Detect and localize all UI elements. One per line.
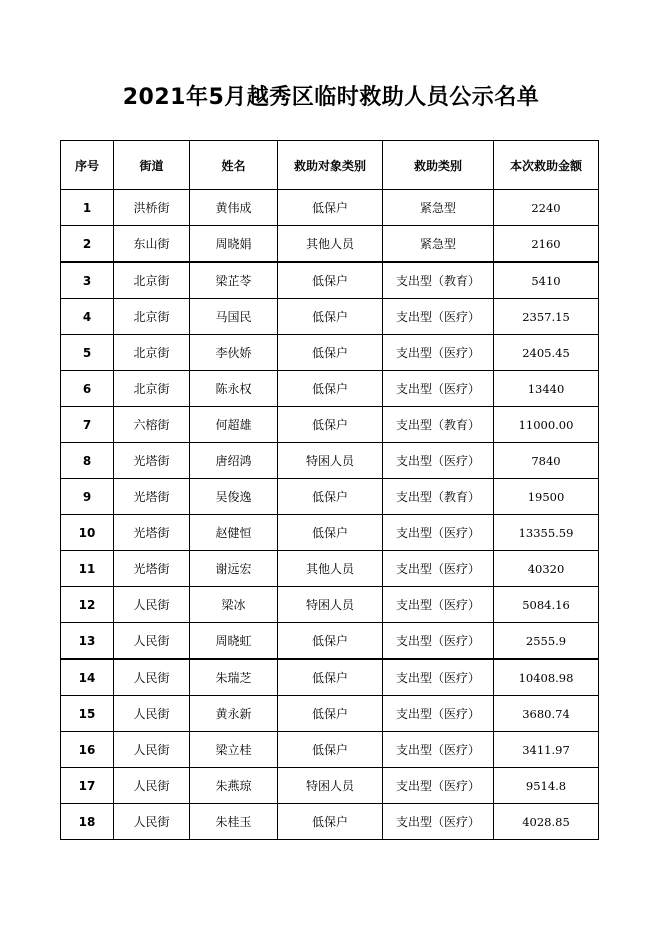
cell-amount: 2357.15	[494, 299, 599, 335]
table-row	[61, 659, 599, 696]
cell-relief-type: 支出型（教育）	[383, 479, 494, 515]
cell-street: 人民街	[114, 696, 190, 732]
cell-street: 东山街	[114, 226, 190, 263]
cell-street: 北京街	[114, 335, 190, 371]
cell-amount: 2555.9	[494, 623, 599, 660]
cell-amount: 11000.00	[494, 407, 599, 443]
cell-name: 黄永新	[190, 696, 278, 732]
cell-recipient-category: 低保户	[278, 407, 383, 443]
cell-amount: 13355.59	[494, 515, 599, 551]
cell-street: 人民街	[114, 659, 190, 696]
cell-recipient-category: 特困人员	[278, 768, 383, 804]
cell-recipient-category: 低保户	[278, 732, 383, 768]
cell-relief-type: 支出型（医疗）	[383, 515, 494, 551]
header-name: 姓名	[190, 141, 278, 190]
cell-recipient-category: 低保户	[278, 515, 383, 551]
cell-recipient-category: 低保户	[278, 623, 383, 660]
cell-name: 周晓虹	[190, 623, 278, 660]
cell-seq: 5	[61, 335, 114, 371]
cell-relief-type: 支出型（教育）	[383, 262, 494, 299]
cell-recipient-category: 低保户	[278, 335, 383, 371]
cell-seq: 12	[61, 587, 114, 623]
table-row	[61, 732, 599, 768]
cell-recipient-category: 低保户	[278, 659, 383, 696]
cell-name: 朱桂玉	[190, 804, 278, 840]
cell-seq: 2	[61, 226, 114, 263]
cell-name: 朱瑞芝	[190, 659, 278, 696]
header-amount: 本次救助金额	[494, 141, 599, 190]
cell-seq: 6	[61, 371, 114, 407]
cell-recipient-category: 低保户	[278, 190, 383, 226]
cell-amount: 40320	[494, 551, 599, 587]
header-recipient-category: 救助对象类别	[278, 141, 383, 190]
cell-recipient-category: 特困人员	[278, 443, 383, 479]
table-row	[61, 190, 599, 226]
cell-name: 陈永权	[190, 371, 278, 407]
cell-recipient-category: 其他人员	[278, 551, 383, 587]
cell-seq: 4	[61, 299, 114, 335]
cell-name: 梁立桂	[190, 732, 278, 768]
cell-seq: 1	[61, 190, 114, 226]
table-row	[61, 551, 599, 587]
cell-name: 周晓娟	[190, 226, 278, 263]
cell-relief-type: 支出型（医疗）	[383, 732, 494, 768]
cell-name: 朱燕琼	[190, 768, 278, 804]
cell-relief-type: 支出型（医疗）	[383, 299, 494, 335]
cell-seq: 16	[61, 732, 114, 768]
cell-amount: 5084.16	[494, 587, 599, 623]
table-row	[61, 804, 599, 840]
cell-relief-type: 支出型（医疗）	[383, 696, 494, 732]
header-seq: 序号	[61, 141, 114, 190]
cell-recipient-category: 低保户	[278, 371, 383, 407]
cell-amount: 2160	[494, 226, 599, 263]
cell-amount: 4028.85	[494, 804, 599, 840]
cell-recipient-category: 特困人员	[278, 587, 383, 623]
cell-relief-type: 紧急型	[383, 190, 494, 226]
cell-seq: 11	[61, 551, 114, 587]
cell-recipient-category: 其他人员	[278, 226, 383, 263]
cell-name: 马国民	[190, 299, 278, 335]
cell-street: 人民街	[114, 768, 190, 804]
cell-seq: 14	[61, 659, 114, 696]
table-row	[61, 587, 599, 623]
cell-recipient-category: 低保户	[278, 299, 383, 335]
cell-relief-type: 支出型（医疗）	[383, 335, 494, 371]
cell-name: 吴俊逸	[190, 479, 278, 515]
cell-amount: 10408.98	[494, 659, 599, 696]
table-row	[61, 335, 599, 371]
cell-amount: 2240	[494, 190, 599, 226]
cell-amount: 9514.8	[494, 768, 599, 804]
cell-relief-type: 支出型（医疗）	[383, 659, 494, 696]
cell-name: 梁冰	[190, 587, 278, 623]
cell-seq: 3	[61, 262, 114, 299]
cell-street: 北京街	[114, 262, 190, 299]
cell-street: 洪桥街	[114, 190, 190, 226]
cell-name: 何超雄	[190, 407, 278, 443]
cell-name: 梁芷苓	[190, 262, 278, 299]
relief-recipients-table	[60, 140, 599, 840]
cell-recipient-category: 低保户	[278, 804, 383, 840]
header-relief-type: 救助类别	[383, 141, 494, 190]
cell-amount: 7840	[494, 443, 599, 479]
table-header	[61, 141, 599, 190]
table-row	[61, 768, 599, 804]
cell-street: 人民街	[114, 804, 190, 840]
cell-name: 赵健恒	[190, 515, 278, 551]
cell-street: 人民街	[114, 587, 190, 623]
cell-street: 六榕街	[114, 407, 190, 443]
cell-name: 李伙娇	[190, 335, 278, 371]
cell-recipient-category: 低保户	[278, 262, 383, 299]
table-row	[61, 299, 599, 335]
cell-name: 唐绍鸿	[190, 443, 278, 479]
cell-amount: 19500	[494, 479, 599, 515]
page-title: 2021年5月越秀区临时救助人员公示名单	[122, 85, 540, 110]
cell-seq: 7	[61, 407, 114, 443]
cell-relief-type: 支出型（医疗）	[383, 804, 494, 840]
cell-relief-type: 支出型（医疗）	[383, 768, 494, 804]
cell-street: 北京街	[114, 299, 190, 335]
cell-seq: 17	[61, 768, 114, 804]
cell-name: 谢远宏	[190, 551, 278, 587]
cell-seq: 8	[61, 443, 114, 479]
cell-seq: 13	[61, 623, 114, 660]
header-street: 街道	[114, 141, 190, 190]
cell-street: 光塔街	[114, 551, 190, 587]
cell-amount: 3680.74	[494, 696, 599, 732]
cell-street: 光塔街	[114, 479, 190, 515]
table-row	[61, 407, 599, 443]
cell-street: 人民街	[114, 732, 190, 768]
cell-relief-type: 支出型（医疗）	[383, 371, 494, 407]
cell-amount: 2405.45	[494, 335, 599, 371]
cell-relief-type: 支出型（医疗）	[383, 443, 494, 479]
cell-relief-type: 支出型（教育）	[383, 407, 494, 443]
table-row	[61, 515, 599, 551]
cell-relief-type: 紧急型	[383, 226, 494, 263]
table-row	[61, 623, 599, 660]
cell-seq: 18	[61, 804, 114, 840]
cell-seq: 9	[61, 479, 114, 515]
cell-street: 北京街	[114, 371, 190, 407]
table-row	[61, 479, 599, 515]
cell-recipient-category: 低保户	[278, 479, 383, 515]
table-row	[61, 226, 599, 263]
cell-street: 光塔街	[114, 515, 190, 551]
cell-amount: 13440	[494, 371, 599, 407]
cell-street: 人民街	[114, 623, 190, 660]
cell-amount: 3411.97	[494, 732, 599, 768]
header-row	[61, 141, 599, 190]
table-row	[61, 262, 599, 299]
cell-amount: 5410	[494, 262, 599, 299]
cell-seq: 15	[61, 696, 114, 732]
cell-street: 光塔街	[114, 443, 190, 479]
cell-name: 黄伟成	[190, 190, 278, 226]
cell-relief-type: 支出型（医疗）	[383, 623, 494, 660]
cell-relief-type: 支出型（医疗）	[383, 587, 494, 623]
table-row	[61, 443, 599, 479]
cell-relief-type: 支出型（医疗）	[383, 551, 494, 587]
cell-seq: 10	[61, 515, 114, 551]
cell-recipient-category: 低保户	[278, 696, 383, 732]
table-row	[61, 371, 599, 407]
table-body	[61, 190, 599, 840]
table-row	[61, 696, 599, 732]
